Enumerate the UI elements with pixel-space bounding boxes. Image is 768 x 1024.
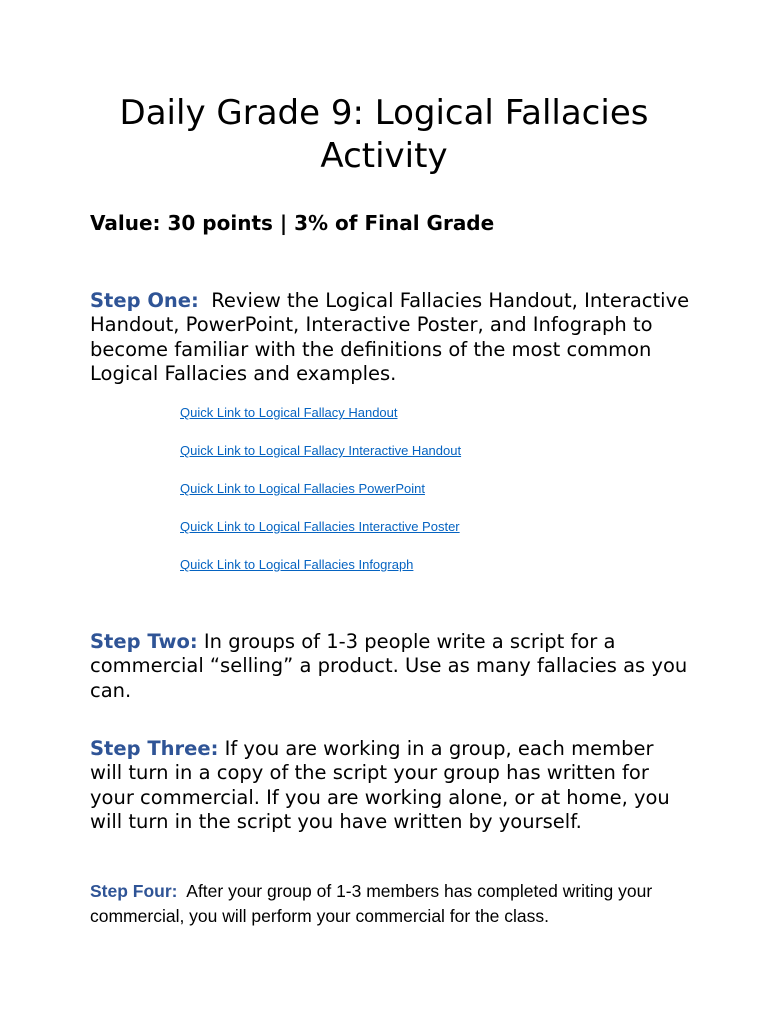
step-four-label: Step Four: bbox=[90, 881, 178, 901]
grade-value: Value: 30 points | 3% of Final Grade bbox=[90, 211, 495, 235]
list-item bbox=[180, 441, 461, 479]
title-line-2: Activity bbox=[320, 136, 448, 176]
link-powerpoint[interactable]: Quick Link to Logical Fallacies PowerPoint bbox=[180, 481, 425, 496]
document-title bbox=[60, 92, 708, 178]
step-four bbox=[90, 879, 670, 929]
step-four-text: After your group of 1-3 members has completed writing your commercial, you will perform your commercial for the class. bbox=[90, 881, 653, 926]
step-one bbox=[90, 289, 690, 386]
step-two bbox=[90, 630, 690, 703]
list-item bbox=[180, 403, 461, 441]
quick-links-list bbox=[180, 403, 461, 593]
list-item bbox=[180, 517, 461, 555]
step-three-text: If you are working in a group, each member will turn in a copy of the script your group has written for your commercial. If you are working alone, or at home, you will turn in the script you have written by yourself. bbox=[90, 737, 670, 833]
link-handout[interactable]: Quick Link to Logical Fallacy Handout bbox=[180, 405, 398, 420]
list-item bbox=[180, 479, 461, 517]
step-two-label: Step Two: bbox=[90, 630, 198, 653]
link-infograph[interactable]: Quick Link to Logical Fallacies Infograph bbox=[180, 557, 414, 572]
link-interactive-poster[interactable]: Quick Link to Logical Fallacies Interactive Poster bbox=[180, 519, 460, 534]
step-one-text: Review the Logical Fallacies Handout, Interactive Handout, PowerPoint, Interactive Poster, and Infograph to become familiar with the definitions of the most common Logical Fallacies and examples. bbox=[90, 289, 690, 385]
step-one-label: Step One: bbox=[90, 289, 199, 312]
step-three-label: Step Three: bbox=[90, 737, 219, 760]
step-three bbox=[90, 737, 690, 834]
list-item bbox=[180, 555, 461, 593]
title-line-1: Daily Grade 9: Logical Fallacies bbox=[119, 93, 649, 133]
link-interactive-handout[interactable]: Quick Link to Logical Fallacy Interactive Handout bbox=[180, 443, 462, 458]
step-two-text: In groups of 1-3 people write a script for a commercial “selling” a product. Use as many fallacies as you can. bbox=[90, 630, 688, 702]
